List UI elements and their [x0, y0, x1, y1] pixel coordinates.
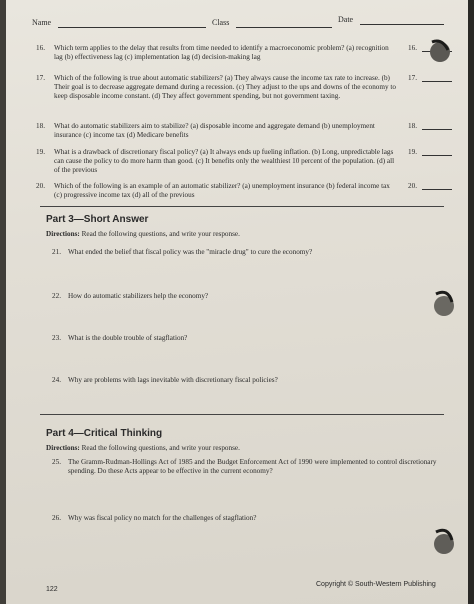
question-number: 24.	[52, 376, 61, 384]
question-20	[36, 182, 474, 202]
question-text: What do automatic stabilizers aim to stabilize? (a) disposable income and aggregate demand (b) unemployment insurance (c) income tax (d) Medicare benefits	[54, 122, 375, 139]
question-number: 22.	[52, 292, 61, 300]
answer-number: 20.	[408, 182, 417, 190]
question-number: 23.	[52, 334, 61, 342]
name-label: Name	[32, 18, 52, 27]
answer-number: 17.	[408, 74, 417, 82]
date-field[interactable]	[360, 24, 444, 25]
directions-text: Read the following questions, and write your response.	[81, 230, 240, 238]
directions-text: Read the following questions, and write your response.	[81, 444, 240, 452]
date-label: Date	[338, 15, 354, 24]
question-text: What is a drawback of discretionary fiscal policy? (a) It always ends up fueling inflation. (b) Long, unpredictable lags can cause the policy to do more harm than good. (c) It benefits only the wealthiest 10 percent of the population. (d) all of the previous	[54, 148, 395, 174]
question-text: Why was fiscal policy no match for the challenges of stagflation?	[68, 514, 257, 522]
question-17	[36, 74, 474, 116]
answer-number: 16.	[408, 44, 417, 52]
answer-number: 19.	[408, 148, 417, 156]
answer-line	[422, 189, 452, 190]
answer-line	[422, 155, 452, 156]
question-18	[36, 122, 474, 142]
question-number: 18.	[36, 122, 45, 130]
answer-line	[422, 81, 452, 82]
question-number: 19.	[36, 148, 45, 156]
section-divider	[40, 414, 444, 415]
name-field[interactable]	[58, 27, 206, 28]
question-number: 16.	[36, 44, 45, 52]
answer-number: 18.	[408, 122, 417, 130]
question-number: 25.	[52, 458, 61, 466]
question-text: Which of the following is an example of an automatic stabilizer? (a) unemployment insurance (b) federal income tax (c) progressive income tax (d) all of the previous	[54, 182, 390, 199]
question-19	[36, 148, 474, 178]
part3-directions	[46, 230, 446, 238]
section-divider	[40, 206, 444, 207]
answer-line	[422, 129, 452, 130]
class-label: Class	[212, 18, 230, 27]
question-text: Why are problems with lags inevitable with discretionary fiscal policies?	[68, 376, 278, 384]
class-field[interactable]	[236, 27, 332, 28]
question-text: Which term applies to the delay that results from time needed to identify a macroeconomic problem? (a) recognition lag (b) effectiveness lag (c) implementation lag (d) decision-making lag	[54, 44, 389, 61]
question-number: 17.	[36, 74, 45, 82]
directions-label: Directions:	[46, 230, 80, 238]
question-text: The Gramm-Rudman-Hollings Act of 1985 and the Budget Enforcement Act of 1990 were implemented to control discretionary spending. Do these Acts appear to be effective in the current economy?	[68, 458, 437, 475]
question-16	[36, 44, 474, 74]
binder-ring-icon	[430, 524, 460, 558]
question-text: How do automatic stabilizers help the economy?	[68, 292, 209, 300]
question-number: 21.	[52, 248, 61, 256]
part4-title: Part 4—Critical Thinking	[46, 428, 163, 439]
question-text: What is the double trouble of stagflation?	[68, 334, 188, 342]
copyright-notice: Copyright © South-Western Publishing	[316, 581, 436, 588]
part4-directions	[46, 444, 446, 452]
question-number: 26.	[52, 514, 61, 522]
worksheet-page	[6, 0, 468, 604]
page-number: 122	[46, 586, 58, 593]
question-number: 20.	[36, 182, 45, 190]
question-text: Which of the following is true about automatic stabilizers? (a) They always cause the income tax rate to increase. (b) Their goal is to decrease aggregate demand during a recession. (c) They adjust to the ups and downs of the economy to keep disposable income constant. (d) They affect government spending, but not government taxing.	[54, 74, 396, 100]
question-text: What ended the belief that fiscal policy was the "miracle drug" to cure the economy?	[68, 248, 313, 256]
part3-title: Part 3—Short Answer	[46, 214, 149, 225]
binder-ring-icon	[430, 286, 460, 320]
worksheet-header	[32, 15, 446, 34]
directions-label: Directions:	[46, 444, 80, 452]
binder-ring-icon	[424, 36, 454, 66]
